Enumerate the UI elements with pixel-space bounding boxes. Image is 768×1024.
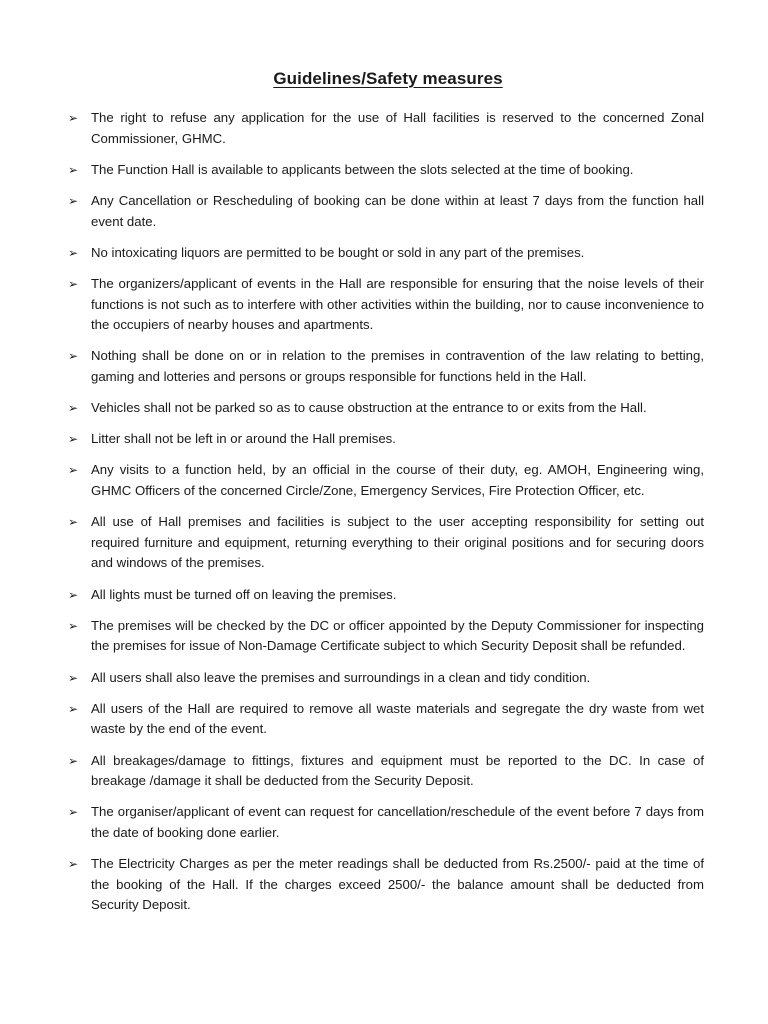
list-item-text: All lights must be turned off on leaving the premises. [91, 586, 397, 602]
list-item-text: All users shall also leave the premises and surroundings in a clean and tidy condition. [91, 669, 591, 685]
arrow-bullet-icon: ➢ [68, 111, 79, 125]
list-item [68, 512, 704, 574]
page-title: Guidelines/Safety measures [273, 69, 503, 88]
list-item-text: All users of the Hall are required to remove all waste materials and segregate the dry waste from wet waste by the end of the event. [91, 700, 704, 737]
list-item-text: Nothing shall be done on or in relation to the premises in contravention of the law relating to betting, gaming and lotteries and persons or groups responsible for functions held in the Hall. [91, 348, 704, 384]
list-item [68, 274, 704, 336]
list-item-text: No intoxicating liquors are permitted to be bought or sold in any part of the premises. [91, 244, 585, 260]
list-item-text: Any Cancellation or Rescheduling of booking can be done within at least 7 days from the function hall event date. [91, 192, 704, 229]
list-item-text: Litter shall not be left in or around the Hall premises. [91, 431, 396, 447]
arrow-bullet-icon: ➢ [68, 857, 79, 872]
list-item [68, 802, 704, 843]
arrow-bullet-icon: ➢ [68, 587, 79, 602]
arrow-bullet-icon: ➢ [68, 162, 79, 177]
arrow-bullet-icon: ➢ [68, 245, 79, 260]
list-item [68, 429, 704, 450]
list-item-text: All use of Hall premises and facilities is subject to the user accepting responsibility for setting out required furniture and equipment, returning everything to their original positions and for securing doors and windows of the premises. [91, 514, 704, 571]
arrow-bullet-icon: ➢ [68, 670, 79, 685]
list-item [68, 160, 704, 181]
list-item [68, 668, 704, 689]
list-item [68, 616, 704, 657]
list-item-text: The Function Hall is available to applicants between the slots selected at the time of booking. [91, 161, 634, 177]
list-item [68, 854, 704, 916]
arrow-bullet-icon: ➢ [68, 401, 79, 416]
list-item-text: Vehicles shall not be parked so as to cause obstruction at the entrance to or exits from the Hall. [91, 400, 647, 416]
list-item [68, 108, 704, 149]
arrow-bullet-icon: ➢ [68, 701, 79, 716]
arrow-bullet-icon: ➢ [68, 349, 79, 364]
arrow-bullet-icon: ➢ [68, 515, 79, 530]
list-item-text: The organiser/applicant of event can request for cancellation/reschedule of the event before 7 days from the date of booking done earlier. [91, 804, 704, 840]
list-item-text: The right to refuse any application for the use of Hall facilities is reserved to the concerned Zonal Commissioner, GHMC. [91, 110, 704, 146]
arrow-bullet-icon: ➢ [68, 753, 79, 768]
list-item-text: The Electricity Charges as per the meter readings shall be deducted from Rs.2500/- paid at the time of the booking of the Hall. If the charges exceed 2500/- the balance amount shall be deducted from Security Deposit. [91, 856, 704, 913]
list-item [68, 346, 704, 387]
list-item-text: The organizers/applicant of events in the Hall are responsible for ensuring that the noise levels of their functions is not such as to interfere with other activities within the building, nor to cause inconvenience to the occupiers of nearby houses and apartments. [91, 275, 704, 333]
list-item [68, 751, 704, 792]
arrow-bullet-icon: ➢ [68, 463, 79, 478]
guidelines-list [68, 108, 704, 927]
arrow-bullet-icon: ➢ [68, 193, 79, 208]
list-item-text: The premises will be checked by the DC or officer appointed by the Deputy Commissioner for inspecting the premises for issue of Non-Damage Certificate subject to which Security Deposit shall be refunded. [91, 617, 704, 654]
list-item [68, 460, 704, 501]
arrow-bullet-icon: ➢ [68, 276, 79, 291]
list-item [68, 699, 704, 740]
list-item [68, 585, 704, 606]
list-item [68, 191, 704, 232]
arrow-bullet-icon: ➢ [68, 432, 79, 447]
list-item-text: Any visits to a function held, by an official in the course of their duty, eg. AMOH, Engineering wing, GHMC Officers of the concerned Circle/Zone, Emergency Services, Fire Protection Officer, etc. [91, 462, 704, 499]
list-item [68, 243, 704, 264]
list-item-text: All breakages/damage to fittings, fixtures and equipment must be reported to the DC. In case of breakage /damage it shall be deducted from the Security Deposit. [91, 752, 704, 789]
arrow-bullet-icon: ➢ [68, 618, 79, 633]
list-item [68, 398, 704, 419]
arrow-bullet-icon: ➢ [68, 805, 79, 820]
